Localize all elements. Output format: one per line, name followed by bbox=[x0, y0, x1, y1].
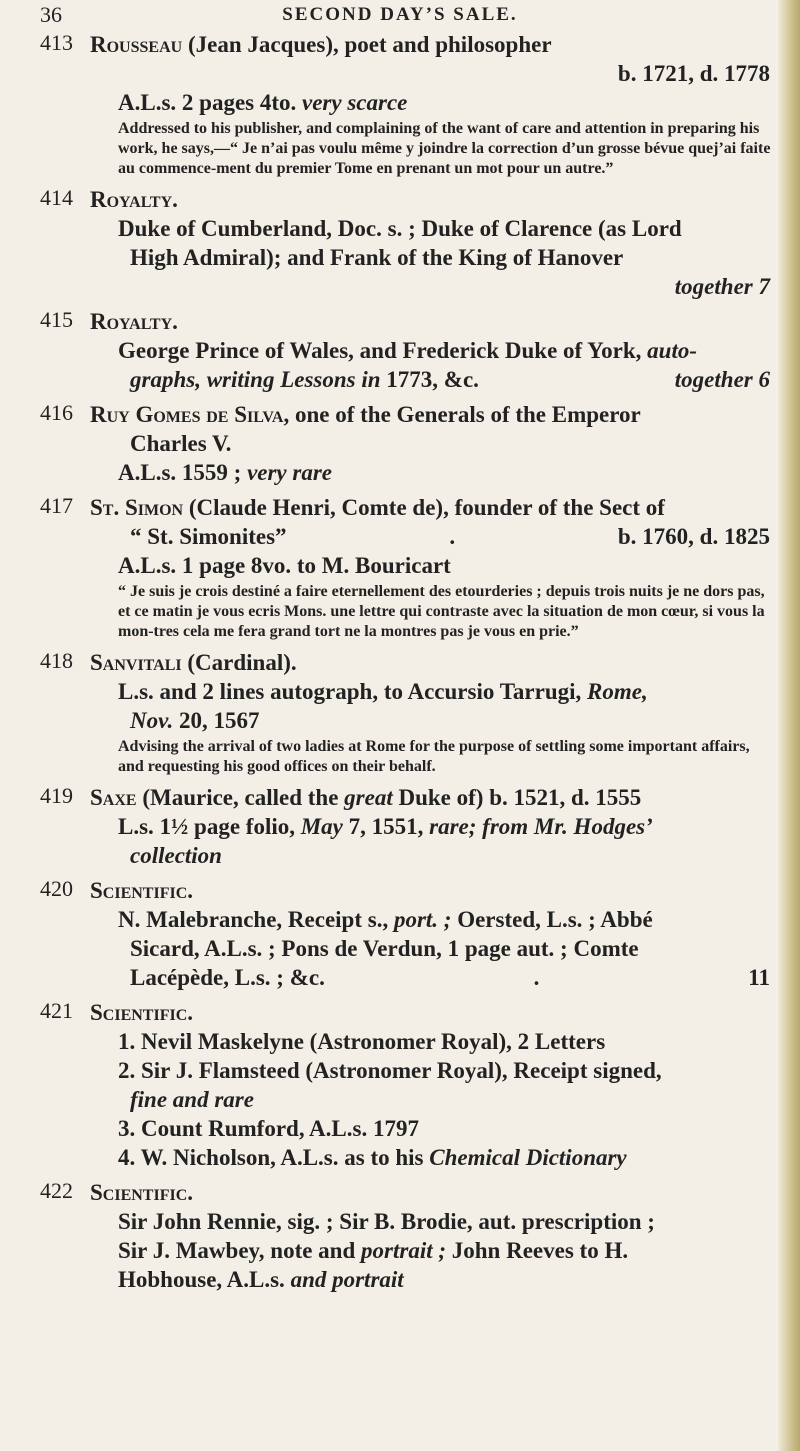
lot-title: Saxe bbox=[90, 785, 137, 810]
lot-number: 420 bbox=[40, 876, 73, 901]
lot-desc-italic: port. ; bbox=[393, 907, 452, 932]
lot-desc: High Admiral); and Frank of the King of Hanover bbox=[130, 245, 624, 270]
lot-desc: L.s. 1½ page folio, bbox=[118, 814, 301, 839]
lot-title-cont: “ St. Simonites” bbox=[130, 524, 287, 549]
lot-title: Scientific. bbox=[90, 1000, 194, 1025]
lot-desc-italic: collection bbox=[130, 843, 222, 868]
lot-title: Scientific. bbox=[90, 1180, 194, 1205]
lot-desc: John Reeves to H. bbox=[446, 1238, 629, 1263]
lot-desc-italic: portrait ; bbox=[361, 1238, 447, 1263]
lot-title-rest: Duke of) b. 1521, d. 1555 bbox=[392, 785, 642, 810]
lot-title: Sanvitali bbox=[90, 650, 182, 675]
lot-number: 418 bbox=[40, 648, 73, 673]
lot-413 bbox=[40, 30, 780, 179]
lot-desc-italic: rare; from Mr. Hodges’ bbox=[429, 814, 653, 839]
lot-item: 1. Nevil Maskelyne (Astronomer Royal), 2 Letters bbox=[118, 1029, 606, 1054]
lot-desc: Oersted, L.s. ; Abbé bbox=[451, 907, 653, 932]
lot-desc: 20, 1567 bbox=[173, 708, 260, 733]
page-edge-shading bbox=[778, 0, 800, 1451]
lot-desc-italic: and portrait bbox=[290, 1267, 404, 1292]
lot-number: 417 bbox=[40, 493, 73, 518]
lot-desc-italic: very rare bbox=[247, 460, 332, 485]
lot-item: 3. Count Rumford, A.L.s. 1797 bbox=[118, 1116, 419, 1141]
lot-item: fine and rare bbox=[130, 1087, 254, 1112]
lot-number: 422 bbox=[40, 1178, 73, 1203]
lot-item: 2. Sir J. Flamsteed (Astronomer Royal), Receipt signed, bbox=[118, 1058, 662, 1083]
lot-title-cont: Charles V. bbox=[130, 431, 232, 456]
lot-416 bbox=[40, 400, 780, 487]
lot-desc-italic: auto- bbox=[647, 338, 697, 363]
lot-desc: Sir John Rennie, sig. ; Sir B. Brodie, aut. prescription ; bbox=[118, 1209, 655, 1234]
lot-417 bbox=[40, 493, 780, 642]
lot-desc-italic: May bbox=[300, 814, 343, 839]
lot-list bbox=[40, 30, 780, 1300]
lot-dates: b. 1760, d. 1825 bbox=[617, 524, 770, 549]
lot-desc: George Prince of Wales, and Frederick Duke of York, bbox=[118, 338, 648, 363]
lot-title: Rousseau bbox=[90, 32, 183, 57]
lot-418 bbox=[40, 648, 780, 777]
lot-together: together 6 bbox=[674, 367, 770, 392]
lot-desc: 7, 1551, bbox=[342, 814, 430, 839]
lot-number: 419 bbox=[40, 783, 73, 808]
lot-title-italic: great bbox=[344, 785, 393, 810]
lot-415 bbox=[40, 307, 780, 394]
lot-item-italic: Chemical Dictionary bbox=[429, 1145, 627, 1170]
lot-note: Advising the arrival of two ladies at Rome for the purpose of settling some important affairs, and requesting his good offices on their behalf. bbox=[118, 738, 750, 775]
lot-419 bbox=[40, 783, 780, 870]
lot-note: Addressed to his publisher, and complaining of the want of care and attention in preparing his work, he says,—“ Je n’ai pas voulu même y joindre la correction d’un grosse bévue quej’ai faite au commence-ment du premier Tome en prenant un mot pour un autre.” bbox=[118, 120, 771, 177]
lot-desc: Duke of Cumberland, Doc. s. ; Duke of Clarence (as Lord bbox=[118, 216, 682, 241]
lot-desc: A.L.s. 2 pages 4to. bbox=[118, 90, 303, 115]
lot-desc: Sicard, A.L.s. ; Pons de Verdun, 1 page aut. ; Comte bbox=[130, 936, 639, 961]
lot-dot: . bbox=[533, 965, 540, 990]
lot-note: “ Je suis je crois destiné a faire eternellement des etourderies ; depuis trois nuits je ne dors pas, et ce matin je vous ecris Mons. une lettre qui contraste avec la situation de mon cœur, si vous la mon-tres cela me fera grand tort ne la montres pas je vous en prie.” bbox=[118, 583, 765, 640]
lot-number: 413 bbox=[40, 30, 73, 55]
lot-desc: A.L.s. 1 page 8vo. to M. Bouricart bbox=[118, 553, 451, 578]
lot-title-rest: (Cardinal). bbox=[181, 650, 297, 675]
lot-title-rest: (Jean Jacques), poet and philosopher bbox=[182, 32, 552, 57]
lot-desc-italic: Nov. bbox=[130, 708, 174, 733]
lot-desc: L.s. and 2 lines autograph, to Accursio Tarrugi, bbox=[118, 679, 588, 704]
lot-desc: 1773, &c. bbox=[386, 367, 479, 392]
lot-desc: Lacépède, L.s. ; &c. bbox=[130, 965, 325, 990]
lot-title-rest: one of the Generals of the Emperor bbox=[289, 402, 641, 427]
lot-desc-italic: very scarce bbox=[302, 90, 408, 115]
lot-desc: A.L.s. 1559 ; bbox=[118, 460, 248, 485]
lot-title: Royalty. bbox=[90, 309, 178, 334]
lot-desc-italic: graphs, writing Lessons in bbox=[130, 367, 387, 392]
lot-count: 11 bbox=[748, 965, 770, 990]
lot-title-rest: (Claude Henri, Comte de), founder of the Sect of bbox=[183, 495, 665, 520]
lot-dot: . bbox=[449, 524, 456, 549]
lot-title: Scientific. bbox=[90, 878, 194, 903]
lot-422 bbox=[40, 1178, 780, 1294]
lot-420 bbox=[40, 876, 780, 992]
lot-title-rest: (Maurice, called the bbox=[136, 785, 345, 810]
lot-desc: Sir J. Mawbey, note and bbox=[118, 1238, 362, 1263]
lot-number: 414 bbox=[40, 185, 73, 210]
lot-item: 4. W. Nicholson, A.L.s. as to his bbox=[118, 1145, 430, 1170]
lot-number: 416 bbox=[40, 400, 73, 425]
lot-dates: b. 1721, d. 1778 bbox=[617, 61, 770, 86]
lot-number: 421 bbox=[40, 998, 73, 1023]
lot-title: Royalty. bbox=[90, 187, 178, 212]
lot-desc: N. Malebranche, Receipt s., bbox=[118, 907, 394, 932]
page-number: 36 bbox=[40, 2, 62, 27]
lot-title: St. Simon bbox=[90, 495, 184, 520]
lot-title: Ruy Gomes de Silva, bbox=[90, 402, 290, 427]
lot-421 bbox=[40, 998, 780, 1172]
lot-desc: Hobhouse, A.L.s. bbox=[118, 1267, 291, 1292]
lot-desc-italic: Rome, bbox=[587, 679, 648, 704]
lot-number: 415 bbox=[40, 307, 73, 332]
lot-together: together 7 bbox=[674, 274, 770, 299]
running-head: SECOND DAY’S SALE. bbox=[282, 4, 518, 25]
lot-414 bbox=[40, 185, 780, 301]
